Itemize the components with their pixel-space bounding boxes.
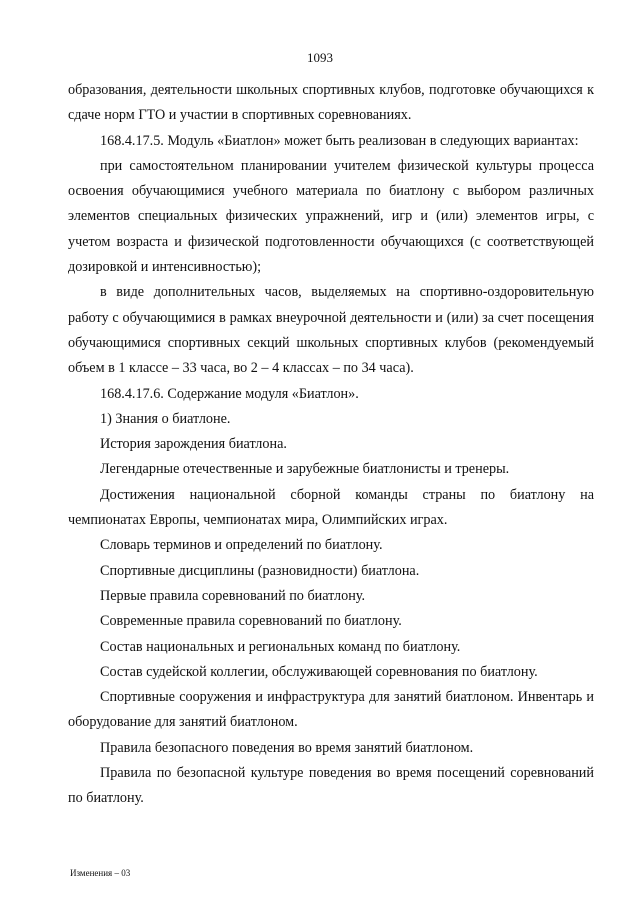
paragraph: 168.4.17.5. Модуль «Биатлон» может быть реализован в следующих вариантах:	[100, 132, 579, 149]
paragraph: Правила безопасного поведения во время занятий биатлоном.	[100, 739, 474, 756]
paragraph: Легендарные отечественные и зарубежные биатлонисты и тренеры.	[100, 461, 510, 478]
paragraph: Состав национальных и региональных команд по биатлону.	[100, 638, 461, 655]
paragraph: в виде дополнительных часов, выделяемых на спортивно-оздоровительную работу с обучающимися в рамках внеурочной деятельности и (или) за счет посещения обучающимися спортивных секций школьных спортивных клубов (рекомендуемый объем в 1 классе – 33 часа, во 2 – 4 классах – по 34 часа).	[68, 284, 594, 377]
paragraph: Правила по безопасной культуре поведения во время посещений соревнований по биатлону.	[68, 765, 594, 807]
paragraph: Спортивные дисциплины (разновидности) биатлона.	[100, 562, 420, 579]
paragraph: 1) Знания о биатлоне.	[100, 410, 231, 427]
document-body	[68, 78, 594, 812]
paragraph: История зарождения биатлона.	[100, 436, 287, 453]
paragraph: Состав судейской коллегии, обслуживающей соревнования по биатлону.	[100, 663, 538, 680]
paragraph: 168.4.17.6. Содержание модуля «Биатлон».	[100, 385, 359, 402]
paragraph: при самостоятельном планировании учителем физической культуры процесса освоения обучающимися учебного материала по биатлону с выбором различных элементов специальных физических упражнений, игр и (или) элементов игры, с учетом возраста и физической подготовленности обучающихся (с соответствующей дозировкой и интенсивностью);	[68, 157, 594, 276]
footer-note: Изменения – 03	[70, 868, 131, 878]
paragraph: Словарь терминов и определений по биатлону.	[100, 537, 383, 554]
page-number: 1093	[307, 50, 333, 65]
paragraph: Современные правила соревнований по биатлону.	[100, 613, 402, 630]
paragraph: Достижения национальной сборной команды страны по биатлону на чемпионатах Европы, чемпионатах мира, Олимпийских играх.	[68, 486, 594, 529]
paragraph: Спортивные сооружения и инфраструктура для занятий биатлоном. Инвентарь и оборудование для занятий биатлоном.	[68, 689, 594, 731]
paragraph: Первые правила соревнований по биатлону.	[100, 587, 366, 604]
paragraph: образования, деятельности школьных спортивных клубов, подготовке обучающихся к сдаче норм ГТО и участии в спортивных соревнованиях.	[68, 82, 594, 124]
